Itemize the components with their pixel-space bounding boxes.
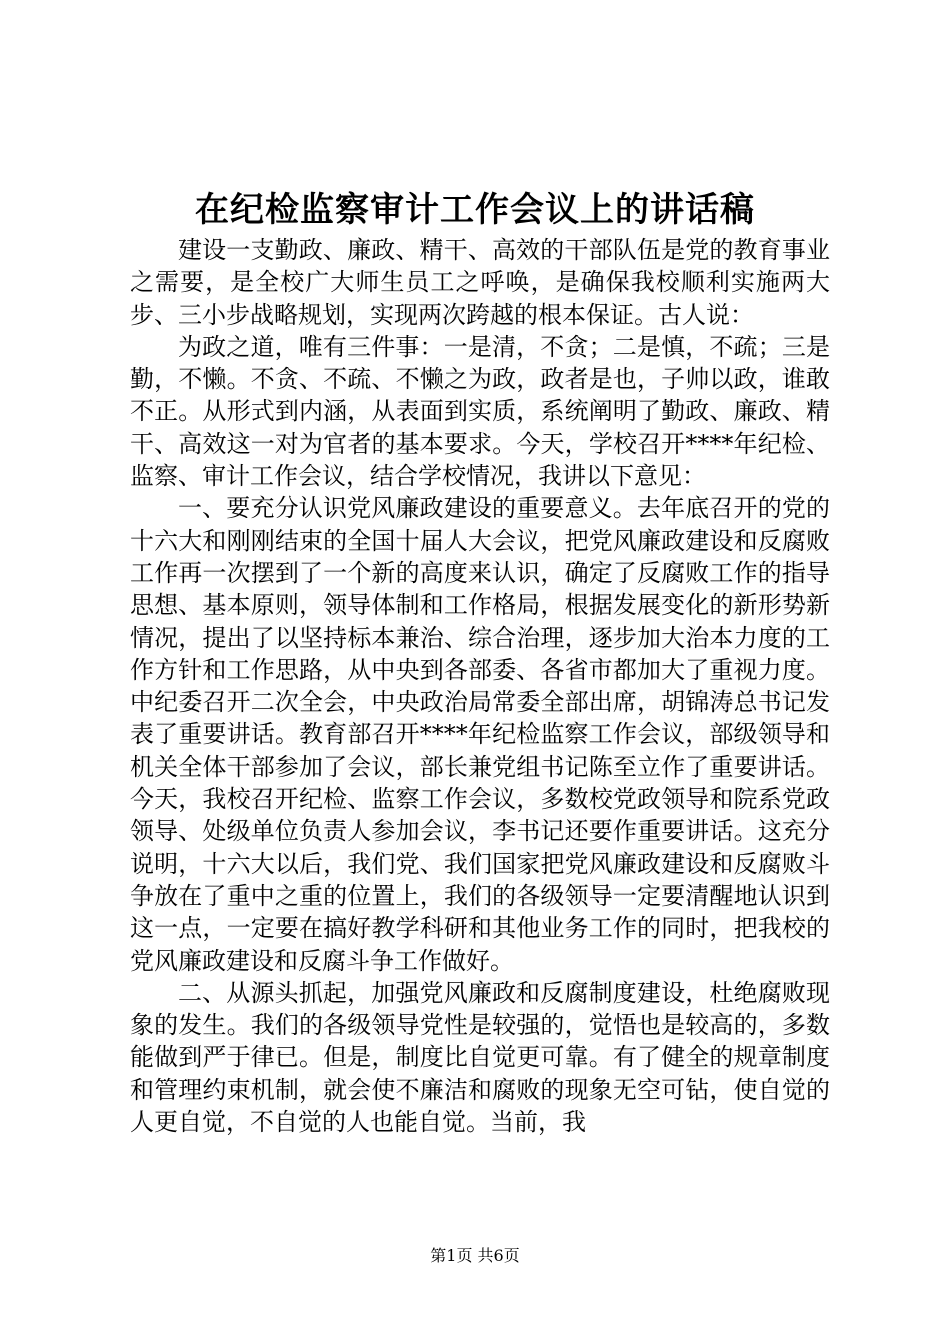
page-footer: 第1页 共6页 [430,1246,520,1265]
document-body [130,234,830,1138]
paragraph-3: 一、要充分认识党风廉政建设的重要意义。去年底召开的党的十六大和刚刚结束的全国十届人大会议，把党风廉政建设和反腐败工作再一次摆到了一个新的高度来认识，确定了反腐败工作的指导思想、基本原则，领导体制和工作格局，根据发展变化的新形势新情况，提出了以坚持标本兼治、综合治理，逐步加大治本力度的工作方针和工作思路，从中央到各部委、各省市都加大了重视力度。中纪委召开二次全会，中央政治局常委全部出席，胡锦涛总书记发表了重要讲话。教育部召开****年纪检监察工作会议，部级领导和机关全体干部参加了会议，部长兼党组书记陈至立作了重要讲话。今天，我校召开纪检、监察工作会议，多数校党政领导和院系党政领导、处级单位负责人参加会议，李书记还要作重要讲话。这充分说明，十六大以后，我们党、我们国家把党风廉政建设和反腐败斗争放在了重中之重的位置上，我们的各级领导一定要清醒地认识到这一点，一定要在搞好教学科研和其他业务工作的同时，把我校的党风廉政建设和反腐斗争工作做好。 [130,494,830,975]
paragraph-4: 二、从源头抓起，加强党风廉政和反腐制度建设，杜绝腐败现象的发生。我们的各级领导党性是较强的，觉悟也是较高的，多数能做到严于律已。但是，制度比自觉更可靠。有了健全的规章制度和管理约束机制，就会使不廉洁和腐败的现象无空可钻，使自觉的人更自觉，不自觉的人也能自觉。当前，我 [130,978,830,1137]
document-title: 在纪检监察审计工作会议上的讲话稿 [195,190,755,230]
paragraph-2: 为政之道，唯有三件事：一是清，不贪；二是慎，不疏；三是勤，不懒。不贪、不疏、不懒之为政，政者是也，子帅以政，谁敢不正。从形式到内涵，从表面到实质，系统阐明了勤政、廉政、精干、高效这一对为官者的基本要求。今天，学校召开****年纪检、监察、审计工作会议，结合学校情况，我讲以下意见： [130,332,830,491]
paragraph-1: 建设一支勤政、廉政、精干、高效的干部队伍是党的教育事业之需要，是全校广大师生员工之呼唤，是确保我校顺利实施两大步、三小步战略规划，实现两次跨越的根本保证。古人说： [130,236,830,329]
